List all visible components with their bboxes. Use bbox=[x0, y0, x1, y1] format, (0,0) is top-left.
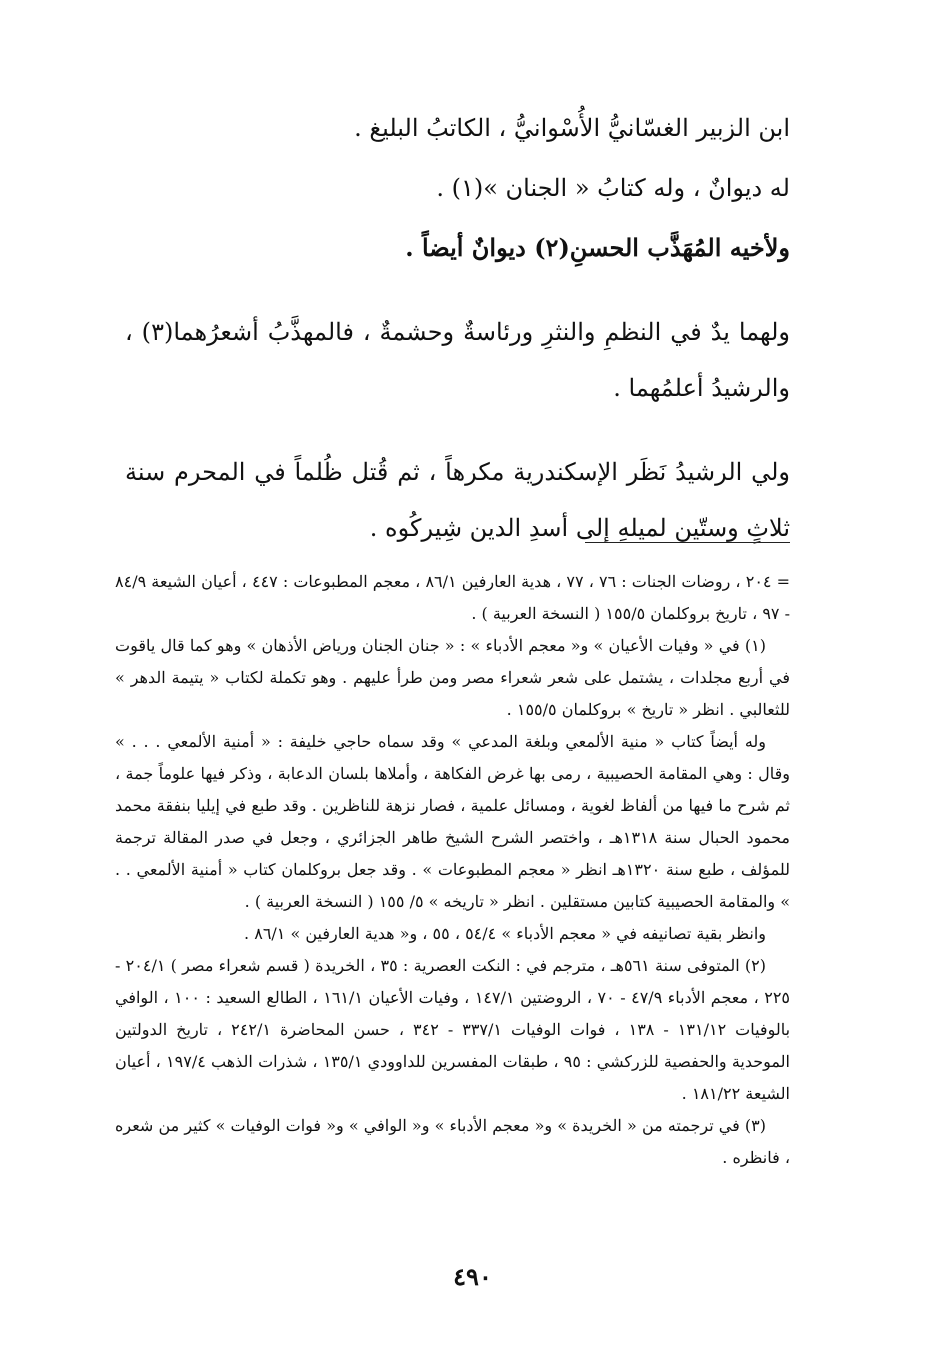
main-text bbox=[125, 100, 790, 556]
page-number: ٤٩٠ bbox=[453, 1262, 492, 1291]
main-line-3: ولأخيه المُهَذَّب الحسنِ(٢) ديوانٌ أيضاً . bbox=[405, 233, 790, 262]
footnote-1-continued: وله أيضاً كتاب « منية الألمعي وبلغة المدعي » وقد سماه حاجي خليفة : « أمنية الألمعي . . . » وقال : وهي المقامة الحصيبية ، رمى بها غرض الفكاهة ، وأملاها بلسان الدعابة ، وذكر فيها علوماً جمة ، ثم شرح ما فيها من ألفاظ لغوية ، ومسائل علمية ، فصار نزهة للناظرين . وقد طبع في إيليا بنفقة محمد محمود الحبال سنة ١٣١٨هـ ، واختصر الشرح الشيخ طاهر الجزائري ، وجعل في صدر المقالة ترجمة للمؤلف ، طبع سنة ١٣٢٠هـ انظر « معجم المطبوعات » . وقد جعل بروكلمان كتاب « أمنية الألمعي . . » والمقامة الحصيبية كتابين مستقلين . انظر « تاريخه » ٥/ ١٥٥ ( النسخة العربية ) . bbox=[115, 732, 790, 911]
footnote-separator bbox=[585, 542, 790, 543]
main-paragraph-1: ولهما يدٌ في النظمِ والنثرِ ورئاسةٌ وحشمةٌ ، فالمهذَّبُ أشعرُهما(٣) ، والرشيدُ أعلمُهما . bbox=[125, 318, 791, 402]
main-paragraph-2: ولي الرشيدُ نَظَر الإسكندرية مكرهاً ، ثم قُتل ظُلماً في المحرم سنة ثلاثٍ وستّين لميلهِ إلى أسدِ الدين شِيركُوه . bbox=[125, 458, 790, 542]
footnote-3: (٣) في ترجمته من « الخريدة » و« معجم الأدباء » و« الوافي » و« فوات الوفيات » كثير من شعره ، فانظره . bbox=[115, 1116, 790, 1167]
footnotes bbox=[115, 566, 790, 1174]
footnote-2: (٢) المتوفى سنة ٥٦١هـ ، مترجم في : النكت العصرية : ٣٥ ، الخريدة ( قسم شعراء مصر ) ٢٠٤/١ - ٢٢٥ ، معجم الأدباء ٤٧/٩ - ٧٠ ، الروضتين ١٤٧/١ ، وفيات الأعيان ١٦١/١ ، الطالع السعيد : ١٠٠ ، الوافي بالوفيات ١٣١/١٢ - ١٣٨ ، فوات الوفيات ٣٣٧/١ - ٣٤٢ ، حسن المحاضرة ٢٤٢/١ ، تاريخ الدولتين الموحدية والحفصية للزركشي : ٩٥ ، طبقات المفسرين للداوودي ١٣٥/١ ، شذرات الذهب ١٩٧/٤ ، أعيان الشيعة ١٨١/٢٢ . bbox=[115, 956, 791, 1103]
main-line-1: ابن الزبير الغسّانيُّ الأُسْوانيُّ ، الكاتبُ البليغ . bbox=[354, 114, 790, 142]
main-line-2: له ديوانٌ ، وله كتابُ « الجنان »(١) . bbox=[436, 174, 790, 202]
footnote-1: (١) في « وفيات الأعيان » و« معجم الأدباء » : « جنان الجنان ورياض الأذهان » وهو كما قال ياقوت في أربع مجلدات ، يشتمل على شعر شعراء مصر ومن طرأ عليهم . وهو تكملة لكتاب « يتيمة الدهر » للثعالبي . انظر « تاريخ » بروكلمان ١٥٥/٥ . bbox=[115, 636, 790, 719]
footnote-1-extra: وانظر بقية تصانيفه في « معجم الأدباء » ٥٤/٤ ، ٥٥ ، و« هدية العارفين » ٨٦/١ . bbox=[244, 924, 766, 943]
footnote-sources: = ٢٠٤ ، روضات الجنات : ٧٦ ، ٧٧ ، هدية العارفين ٨٦/١ ، معجم المطبوعات : ٤٤٧ ، أعيان الشيعة ٨٤/٩ - ٩٧ ، تاريخ بروكلمان ١٥٥/٥ ( النسخة العربية ) . bbox=[115, 572, 791, 623]
